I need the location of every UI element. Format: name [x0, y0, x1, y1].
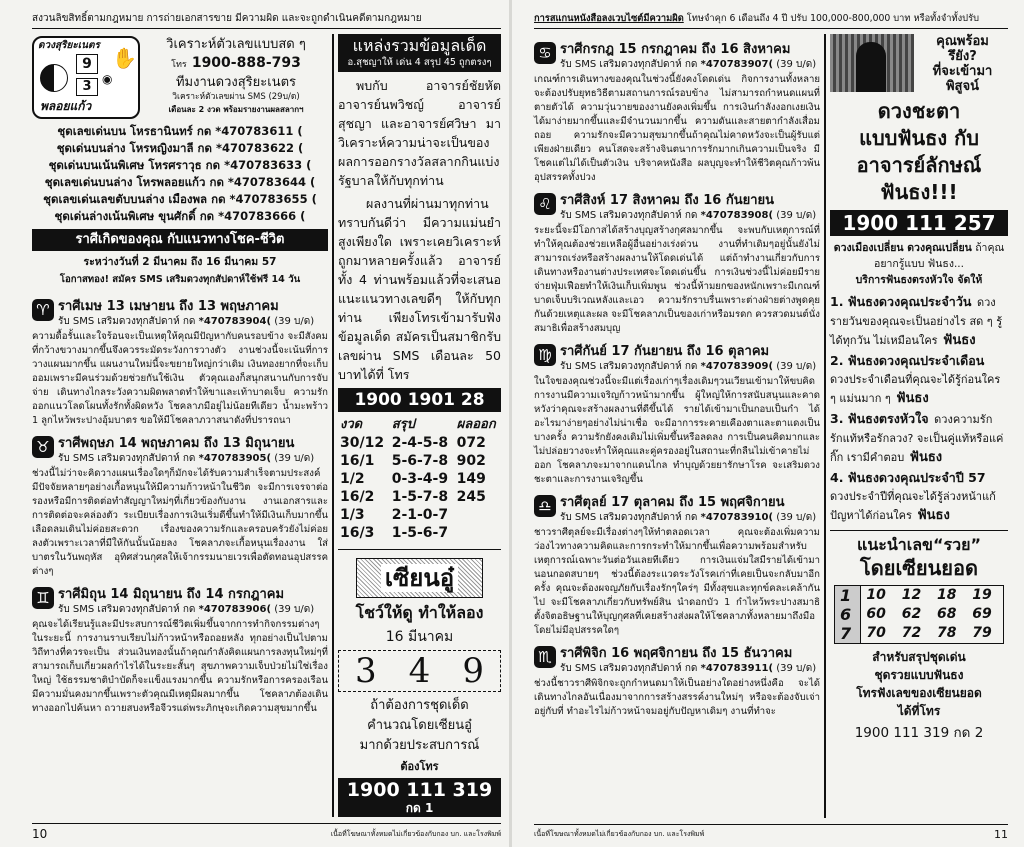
footer-note-left: เนื้อที่โฆษณาทั้งหมดไม่เกี่ยวข้องกับกอง บก. และโรงพิมพ์: [330, 829, 501, 838]
zodiac-body: คุณจะได้เรียนรู้และมีประสบการณ์ชีวิตเพิ่มขึ้นจากการทำกิจกรรมต่างๆในระยะนี้ การงานราบเรียบไม่ก้าวหน้าหรือถอยหลัง ทุกอย่างเป็นไปตามวิถีทางที่ควรจะเป็น ส่วนเงินทองนั้นถ้าคุณกำลังคิดแผนการลงทุนใหม่ๆที่สามารถเก็บเกี่ยวผลกำไรได้ในระยะสั้นๆ สุขภาพความเจ็บป่วยไม่ใช่เรื่องใหญ่ ใช้ธรรมชาติบำบัดก็จะแข็งแรงมากขึ้น ความรักหรือการครองเรือนมีความมั่นคงมากขึ้นเพราะตัวคุณมีเหตุมีผลมากขึ้น โชคลาภต้องเดินทางออกไปค้นหา ถวายสบงหรือจีวรแด่พระภิกษุจะเกิดความสุขมากขึ้น: [32, 619, 328, 714]
info-phone: 1900 1901 28: [338, 388, 501, 412]
number: 70: [866, 625, 886, 641]
copyright-notice: สงวนลิขสิทธิ์ตามกฎหมาย การถ่ายเอกสารขาย มีความผิด และจะถูกดำเนินคดีตามกฎหมาย: [32, 12, 501, 29]
virgo-icon: ♍︎: [534, 344, 556, 366]
page-number-right: 11: [994, 828, 1008, 841]
draw-date: 1/2: [340, 471, 365, 487]
teaser-line: คุณพร้อม: [936, 34, 989, 49]
service-line: บริการฟันธงตรงหัวใจ จัดให้: [855, 274, 983, 286]
teaser-line: พิสูจน์: [945, 79, 979, 94]
leo-icon: ♌︎: [534, 193, 556, 215]
summary: 5-6-7-8: [391, 453, 449, 469]
rich-line: ชุดรวยแบบฟันธง: [874, 668, 964, 682]
sms-label: รับ SMS เสริมดวงทุกสัปดาห์ กด: [58, 316, 196, 327]
result-row: [338, 524, 501, 542]
sms-code: *470783904(: [198, 316, 272, 327]
result-row: [338, 452, 501, 470]
sian-digits-box: [338, 650, 501, 692]
sms-price: (39 บ/ด): [274, 316, 315, 327]
item-title: 2. ฟันธงดวงคุณประจำเดือน: [830, 353, 985, 368]
big-title: [830, 98, 1008, 206]
grid-row: [835, 605, 1003, 624]
ad-sms: วิเคราะห์ตัวเลขผ่าน SMS (29บ/ด): [172, 92, 300, 102]
summary: 2-1-0-7: [391, 507, 449, 523]
zodiac-title: ราศีพฤษภ 14 พฤษภาคม ถึง 13 มิถุนายน: [58, 436, 295, 451]
fanthong-item: [830, 292, 1008, 349]
zodiac-body: เกณฑ์การเดินทางของคุณในช่วงนี้ยังคงโดดเด่น กิจการงานทั้งหลายจะต้องปรับยุทธวิธีตามสถานการณ์รอบข้าง ไม่สามารถกำหนดแผนที่ตายตัวได้ ความวุ่นวายของงานยังคงเพิ่มขึ้น การเงินกำลังงอกเงยเงินได้มาง่ายมากขึ้นและมีจำนวนมากขึ้น ความดันและสายตากำลังเสื่อมถอย ความรักจะมีความสุขมากขึ้นถ้าคุณไม่คาดหวังจะเป็นผู้รับแต่เพียงฝ่ายเดียว คนโสดจะสร้างจินตนาการรักมากเกินความเป็นจริง มีโชคแต่ไม่ได้เป็นตัวเงิน บริจาคหนังสือ ผลบุญจะทำให้ชีวิตคุณก้าวพ้นอุปสรรคทั้งปวง: [534, 74, 820, 183]
cancer-icon: ♋︎: [534, 42, 556, 64]
zodiac-title: ราศีตุลย์ 17 ตุลาคม ถึง 15 พฤศจิกายน: [560, 495, 785, 510]
zodiac-title: ราศีมิถุน 14 มิถุนายน ถึง 14 กรกฎาคม: [58, 587, 285, 602]
draw-date: 16/2: [340, 489, 375, 505]
scan-warning: [534, 12, 1008, 29]
ad-phone: 1900-888-793: [191, 55, 301, 71]
title-line: ฟันธง!!!: [880, 180, 958, 204]
zodiac-title: ราศีสิงห์ 17 สิงหาคม ถึง 16 กันยายน: [560, 193, 775, 208]
call-phone: 1900 111 319: [346, 779, 493, 801]
eye-icon: ◉: [102, 72, 113, 86]
summary: 0-3-4-9: [391, 471, 449, 487]
sian-line: ถ้าต้องการชุดเด็ด: [370, 698, 469, 713]
promo-text: โอกาสทอง! สมัคร SMS เสริมดวงทุกสัปดาห์ใช้ฟรี 14 วัน: [59, 274, 301, 285]
sms-code: *470783911(: [700, 663, 774, 674]
digit: 3: [355, 651, 377, 691]
item-tag: ฟันธง: [909, 450, 943, 465]
sms-price: (39 บ/ด): [274, 453, 315, 464]
sms-label: รับ SMS เสริมดวงทุกสัปดาห์ กด: [58, 453, 196, 464]
intro-rest: ถ้าคุณอยากรู้แบบ ฟันธง...: [874, 242, 1005, 270]
sms-label: รับ SMS เสริมดวงทุกสัปดาห์ กด: [58, 604, 196, 615]
title-line: ดวงชะตา: [877, 99, 961, 123]
info-source-ad: [332, 34, 501, 817]
sms-code: *470783910(: [700, 512, 774, 523]
item-title: 3. ฟันธงตรงหัวใจ: [830, 411, 929, 426]
right-zodiac-list: [534, 34, 820, 818]
zodiac-cancer: [534, 42, 820, 185]
person-silhouette: [856, 42, 886, 92]
aries-icon: ♈︎: [32, 299, 54, 321]
ad-note: เดือนละ 2 งวด พร้อมรายงานผลสลากฯ: [168, 105, 304, 114]
sian-title: เซียนอู๋: [381, 564, 458, 592]
draw-date: 30/12: [340, 435, 385, 451]
item-title: 1. ฟันธงดวงคุณประจำวัน: [830, 294, 972, 309]
call-label: ต้องโทร: [400, 760, 439, 773]
item-tag: ฟันธง: [943, 333, 976, 348]
warning-bold: การสแกนหนังสือลงเวบไซต์มีความผิด: [534, 13, 684, 24]
rich-title-line: แนะนำเลข“รวย”: [857, 535, 981, 554]
left-main-column: [32, 34, 328, 817]
digit: 9: [462, 651, 484, 691]
number: 79: [972, 625, 992, 641]
zodiac-taurus: [32, 436, 328, 579]
number: 18: [936, 587, 957, 603]
sms-code-item: ชุดเลขเด่นบน โหรธานินทร์ กด *470783611 (: [57, 124, 303, 138]
number: 69: [972, 606, 992, 622]
result: 149: [456, 471, 486, 487]
lead-digit: 7: [835, 624, 861, 643]
item-text: ดวงรายวันของคุณจะเป็นอย่างไร สด ๆ รู้ได้ทุกวัน ไม่เหมือนใคร: [830, 296, 1003, 347]
result: 902: [456, 453, 486, 469]
rich-title-line: โดยเซียนยอด: [860, 556, 978, 580]
page-number-left: 10: [32, 827, 48, 841]
zodiac-body: ความดื้อรั้นและใจร้อนจะเป็นเหตุให้คุณมีปัญหากับคนรอบข้าง จะมีสังคมที่กว้างขวางมากขึ้นจึงควรระมัดระวังการวางตัว งานช่วงนี้จะเน้นที่การวางแผนมากขึ้น แผนงานใหม่นี้จะขยายใหญ่กว่าเดิม เงินทองยากที่จะเก็บออมเพราะมีคนร่วมด้วยช่วยกันใช้เงิน ตัวคุณเองก็สนุกสนานกับการจับจ่าย เดินทางไกลระวังความผิดพลาดทำให้ขาและเท้าบาดเจ็บ ความรักออกแนวโลดโผนทั้งรักทั้งผิดหวัง โชคลาภมีอยู่ไม่น้อยทีเดียว น้ำมะพร้าว 1 ลูกไหว้พระปางอุ้มบาตร ขอให้มีโชคลาภวาสนาดังที่ปรารถนา: [32, 331, 328, 426]
fanthong-items: [830, 292, 1008, 526]
zodiac-body: ช่วงนี้ชาวราศีพิจิกจะถูกกำหนดมาให้เป็นอย่างใดอย่างหนึ่งคือ จะได้เดินทางไกลอันเนื่องมาจากการสร้างสรรค์งานใหม่ๆ หรือจะต้องจับเจ่าอยู่กับที่ ทำอะไรไม่ก้าวหน้าจมอยู่กับปัญหาเดิมๆ งานที่ทำจะ: [534, 678, 820, 717]
logo-bottom-text: พลอยแก้ว: [40, 99, 92, 113]
lead-digit: 6: [835, 605, 861, 624]
sms-label: รับ SMS เสริมดวงทุกสัปดาห์ กด: [560, 512, 698, 523]
palm-icon: ✋: [112, 46, 137, 70]
rich-line: โทรฟังเลขของเซียนยอด: [856, 686, 982, 700]
sms-code-item: ชุดเลขเด่นเลขตับบนล่าง เมืองพล กด *470783655 (: [43, 192, 317, 206]
lead-digit: 1: [835, 586, 861, 605]
grid-row: [835, 586, 1003, 605]
sms-price: (39 บ/ด): [776, 59, 817, 70]
banner-sub: อ.สุชญาให้ เด่น 4 สรุป 45 ถูกตรงๆ: [347, 57, 492, 68]
title-line: อาจารย์ลักษณ์: [856, 153, 982, 177]
number: 68: [936, 606, 957, 622]
taurus-icon: ♉︎: [32, 436, 54, 458]
rich-text: [830, 648, 1008, 720]
number: 60: [866, 606, 886, 622]
result-row: [338, 488, 501, 506]
result: [455, 524, 501, 542]
libra-icon: ♎︎: [534, 495, 556, 517]
sian-line: คำนวณโดยเซียนอู๋: [367, 718, 472, 733]
zodiac-body: ระยะนี้จะมีโอกาสได้สร้างบุญสร้างกุศลมากขึ้น จะพบกับเหตุการณ์ที่ทำให้คุณต้องช่วยเหลือผู้อื่นอย่างเร่งด่วน งานที่ทำเดิมๆอยู่นั้นยังไม่สามารถเร่งหรือสร้างผลงานให้โดดเด่นได้ แต่ถ้าทำงานเกี่ยวกับการเดินทางหรืองานต่างประเทศจะโดดเด่นขึ้น การเงินช่วงนี้ไม่ค่อยมีรายจ่ายฟุ่มเฟือยทำให้เงินเก็บเพิ่มพูน ช่วงนี้ห้ามยกของหนักเพราะมีเกณฑ์บาดเจ็บบริเวณหลังและเอว ความรักราบรื่นเพราะต่างฝ่ายต่างพูดคุยกันด้วยเหตุและผล จะมีโชคลาภเป็นของเก่าหรือมรดก ควรสวดมนต์นั่งสมาธิเพื่อสร้างสมบุญ: [534, 225, 820, 334]
zodiac-leo: [534, 193, 820, 336]
result-row: [338, 470, 501, 488]
zodiac-title: ราศีพิจิก 16 พฤศจิกายน ถึง 15 ธันวาคม: [560, 646, 793, 661]
result: 245: [456, 489, 486, 505]
fanthong-phone: 1900 111 257: [830, 210, 1008, 236]
sms-code-item: ชุดเด่นบนล่าง โหรหญิงมาลี กด *470783622 (: [56, 141, 304, 155]
sms-price: (39 บ/ด): [274, 604, 315, 615]
warning-text: โทษจำคุก 6 เดือนถึง 4 ปี ปรับ 100,000-800,000 บาท หรือทั้งจำทั้งปรับ: [686, 13, 979, 24]
sms-price: (39 บ/ด): [776, 210, 817, 221]
rich-title: [830, 530, 1008, 581]
item-title: 4. ฟันธงดวงคุณประจำปี 57: [830, 470, 986, 485]
number: 78: [936, 625, 957, 641]
scorpio-icon: ♏︎: [534, 646, 556, 668]
sms-code-list: [32, 123, 328, 225]
zodiac-body: ชาวราศีตุลย์จะมีเรื่องต่างๆให้ทำตลอดเวลา คุณจะต้องเพิ่มความว่องไวทางความคิดและการกระทำให้มากขึ้นเพื่อความพร้อมสำหรับเหตุการณ์เฉพาะวันต่อวันเลยทีเดียว การเงินแจ่มใสมีรายได้เข้ามานอนกอดสบายๆ ช่วงนี้ต้องระแวดระวังโรคเก่าที่เคยเป็นจะกลับมาอีกครั้ง คุณจะต้องผจญภัยกับเรื่องรักๆใคร่ๆ มีทั้งสุขและทุกข์คละเคล้ากันไป จะมีโชคลาภเกี่ยวกับทรัพย์สิน นำดอกบัว 1 กำไหว้พระปางสมาธิ ตั้งจิตอธิษฐานให้บุญกุศลที่เคยสร้างส่งผลให้โชคลาภทั้งหลายมาถึงมือโดยไม่มีอุปสรรคใดๆ: [534, 527, 820, 636]
right-page: [512, 0, 1024, 847]
sms-label: รับ SMS เสริมดวงทุกสัปดาห์ กด: [560, 361, 698, 372]
title-line: แบบฟันธง กับ: [859, 126, 979, 150]
rich-number-grid: [834, 585, 1004, 644]
result: 072: [456, 435, 486, 451]
sms-code: *470783909(: [700, 361, 774, 372]
rich-line: สำหรับสรุปชุดเด่น: [872, 650, 966, 664]
number: 72: [901, 625, 922, 641]
ad-phone-label: โทร: [171, 60, 187, 70]
result-row: [338, 434, 501, 452]
sian-text: [338, 696, 501, 756]
fanthong-item: [830, 351, 1008, 407]
logo-duangsuriyanet: [32, 36, 140, 119]
fanthong-intro: [830, 240, 1008, 288]
sms-code: *470783907(: [700, 59, 774, 70]
draw-date: 16/3: [340, 525, 375, 541]
results-paragraph: ผลงานที่ผ่านมาทุกท่านทราบกันดีว่า มีความแม่นยำสูงเพียงใด เพราะเคยวิเคราะห์ถูกมาหลายครั้งแล้ว อาจารย์ทั้ง 4 ท่านพร้อมแล้วที่จะเสนอแนะแนวทางเลขดีๆ ให้กับทุกท่าน เพียงโทรเข้ามารับฟังข้อมูลเด็ด สมัครเป็นสมาชิกรับเลขผ่าน SMS เดือนละ 50 บาทได้ที่ โทร: [338, 196, 501, 382]
zodiac-virgo: [534, 344, 820, 487]
sian-date: 16 มีนาคม: [385, 629, 454, 645]
sms-price: (39 บ/ด): [776, 361, 817, 372]
zodiac-banner: ราศีเกิดของคุณ กับแนวทางโชค-ชีวิต: [32, 229, 328, 251]
info-banner: [338, 34, 501, 72]
intro-paragraph: พบกับ อาจารย์ชัยหัต อาจารย์นพวิชญ์ อาจารย์สุชญา และอาจารย์ศวิษา มาวิเคราะห์ความน่าจะเป็นของผลการออกรางวัลสลากกินแบ่งรัฐบาลให้กับทุกท่าน: [338, 78, 501, 188]
call-phone-box: [338, 778, 501, 817]
divider: [338, 549, 501, 550]
logo-top-text: ดวงสุริยะเนตร: [38, 40, 100, 51]
grid-row: [835, 624, 1003, 643]
intro-bold: ดวงเมืองเปลี่ยน ดวงคุณเปลี่ยน: [833, 242, 972, 254]
sms-code-item: ชุดเลขเด่นบนล่าง โหรพลอยแก้ว กด *470783644 (: [44, 175, 316, 189]
footer-note-right: เนื้อที่โฆษณาทั้งหมดไม่เกี่ยวข้องกับกอง บก. และโรงพิมพ์: [534, 830, 705, 838]
result-row: [338, 506, 501, 524]
sms-label: รับ SMS เสริมดวงทุกสัปดาห์ กด: [560, 59, 698, 70]
sian-title-box: [356, 558, 483, 598]
banner-title: แหล่งรวมข้อมูลเด็ด: [352, 36, 487, 55]
draw-date: 16/1: [340, 453, 375, 469]
yin-yang-icon: [40, 64, 68, 92]
analysis-ad: [144, 36, 328, 119]
astrologer-photo: [830, 34, 914, 92]
result: [455, 506, 501, 524]
zodiac-title: ราศีเมษ 13 เมษายน ถึง 13 พฤษภาคม: [58, 299, 279, 314]
logo-number-9: 9: [76, 54, 98, 74]
sms-code-item: ชุดเด่นบนเน้นพิเศษ โหรศราวุธ กด *470783633 (: [48, 158, 312, 172]
teaser-text: [917, 34, 1008, 94]
rich-phone: 1900 111 319 กด 2: [854, 725, 984, 741]
zodiac-libra: [534, 495, 820, 638]
sms-code-item: ชุดเด่นล่างเน้นพิเศษ ขุนศักดิ์ กด *470783666 (: [54, 209, 306, 223]
zodiac-gemini: [32, 587, 328, 716]
left-zodiac-list: [32, 291, 328, 716]
item-tag: ฟันธง: [917, 508, 950, 523]
col-header-result: ผลออก: [456, 417, 496, 432]
fanthong-ad-column: [824, 34, 1008, 818]
col-header-summary: สรุป: [391, 417, 415, 432]
rich-line: ได้ที่โทร: [897, 704, 941, 718]
left-footer: [32, 823, 501, 847]
results-table: [338, 416, 501, 542]
sms-price: (39 บ/ด): [776, 512, 817, 523]
zodiac-title: ราศีกันย์ 17 กันยายน ถึง 16 ตุลาคม: [560, 344, 770, 359]
gemini-icon: ♊︎: [32, 587, 54, 609]
fanthong-item: [830, 409, 1008, 466]
period-text: ระหว่างวันที่ 2 มีนาคม ถึง 16 มีนาคม 57: [83, 256, 277, 268]
sms-label: รับ SMS เสริมดวงทุกสัปดาห์ กด: [560, 663, 698, 674]
number: 12: [901, 587, 922, 603]
number: 10: [866, 587, 886, 603]
teaser-line: รึยัง?: [948, 49, 977, 64]
sms-code: *470783905(: [198, 453, 272, 464]
sian-slogan: โชว์ให้ดู ทำให้ลอง: [355, 603, 484, 622]
sms-price: (39 บ/ด): [776, 663, 817, 674]
sms-label: รับ SMS เสริมดวงทุกสัปดาห์ กด: [560, 210, 698, 221]
zodiac-body: ในใจของคุณช่วงนี้จะมีแต่เรื่องเก่าๆเรื่องเดิมๆวนเวียนเข้ามาให้ขบคิด การงานมีความเจริญก้าวหน้ามากขึ้น ผู้ใหญ่ให้การสนับสนุนและคาดหวังว่าคุณจะสร้างผลงานที่ดีขึ้นได้ รายได้เข้ามาเป็นกอบเป็นกำ ได้อะไรมาง่ายๆอย่างไม่น่าเชื่อ จะมีอาการระคายเคืองตาและตาแดงเป็นบางครั้ง ความรักยังคงเดิมไม่เพิ่มขึ้นหรือลดลง การเป็นคนคิดมากและไม่ปล่อยวางจะทำให้คุณและคู่ครองอยู่ในสถานะที่กลืนไม่เข้าคายไม่ออก โชคลาภจะมาจากแดนไกล ทำบุญด้วยยารักษาโรค จะเสริมดวงชะตาและการงานเจริญขึ้น: [534, 376, 820, 485]
item-text: ดวงความรัก รักแท้หรือรักลวง? จะเป็นคู่แท้หรือแค่กิ๊ก เรามีคำตอบ: [830, 413, 1004, 464]
fanthong-item: [830, 468, 1008, 524]
sms-code: *470783906(: [198, 604, 272, 615]
zodiac-scorpio: [534, 646, 820, 719]
ad-title: วิเคราะห์ตัวเลขแบบสด ๆ: [166, 37, 306, 52]
sms-code: *470783908(: [700, 210, 774, 221]
item-tag: ฟันธง: [896, 391, 929, 406]
col-header-draw: งวด: [340, 417, 363, 432]
logo-number-3: 3: [76, 78, 98, 96]
draw-date: 1/3: [340, 507, 365, 523]
summary: 1-5-7-8: [391, 489, 449, 505]
call-press: กด 1: [405, 801, 434, 815]
summary: 2-4-5-8: [391, 435, 449, 451]
zodiac-aries: [32, 299, 328, 428]
right-footer: [534, 824, 1008, 847]
summary: 1-5-6-7: [391, 525, 449, 541]
number: 62: [901, 606, 922, 622]
sian-line: มากด้วยประสบการณ์: [359, 738, 480, 753]
number: 19: [972, 587, 992, 603]
zodiac-title: ราศีกรกฎ 15 กรกฎาคม ถึง 16 สิงหาคม: [560, 42, 791, 57]
item-text: ดวงประจำปีที่คุณจะได้รู้ล่วงหน้าแก้ปัญหาได้ก่อนใคร: [830, 490, 996, 522]
ad-team: ทีมงานดวงสุริยะเนตร: [175, 75, 297, 90]
teaser-line: ที่จะเข้ามา: [932, 64, 993, 79]
digit: 4: [408, 651, 431, 691]
zodiac-body: ช่วงนี้ไม่ว่าจะคิดวางแผนเรื่องใดๆก็มักจะได้รับความสำเร็จตามประสงค์ มีปัจจัยหลายๆอย่างเกื้อหนุนให้มีความก้าวหน้าในชีวิต จะมีการเจรจาต่อรองหรือมีการติดต่อทำสัญญาใหม่ๆที่เกี่ยวข้องกับงาน งานเอกสารและการติดต่อจะคล่องตัว ระเบียบเรื่องการเงินเริ่มดีขึ้นทำให้มีเงินเก็บมากขึ้น เลือดลมเดินไม่ค่อยสะดวก เรื่องของความรักและครอบครัวยังไม่ค่อยลงตัวเพราะเวลาที่มีให้กันนั้นน้อยลง โชคลาภจะเกื้อหนุนเรื่องงาน ใส่บาตรในวันพฤหัส อุทิศส่วนกุศลให้เจ้ากรรมนายเวรเพื่อตัดทอนอุปสรรคต่างๆ: [32, 468, 328, 577]
item-text: ดวงประจำเดือนที่คุณจะได้รู้ก่อนใคร ๆ แม่นมาก ๆ: [830, 373, 1001, 405]
